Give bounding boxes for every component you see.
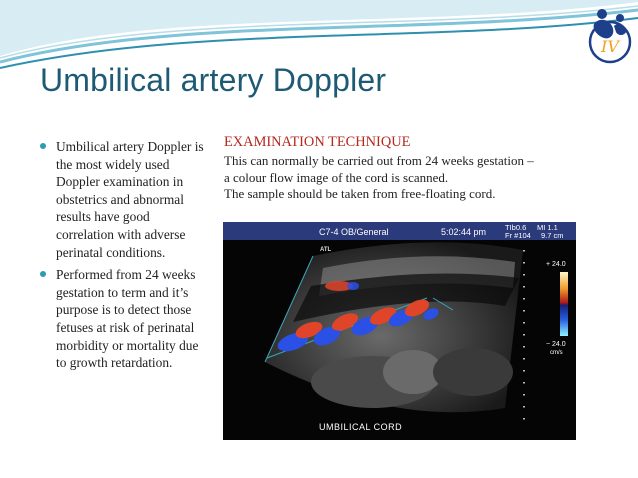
exam-line: This can normally be carried out from 24 weeks gestation –: [224, 153, 534, 168]
bullet-list: [40, 138, 210, 377]
bullet-icon: [40, 271, 46, 277]
slide-title: Umbilical artery Doppler: [40, 62, 387, 98]
ultrasound-image: [223, 222, 576, 440]
scale-top-label: + 24.0: [546, 261, 566, 268]
bullet-item: [40, 138, 210, 261]
probe-label: C7-4 OB/General: [319, 227, 389, 237]
tib-label: TIb0.6: [505, 223, 527, 232]
frame-label: Fr #104: [505, 231, 531, 240]
exam-line: The sample should be taken from free-floating cord.: [224, 186, 496, 201]
logo: [588, 6, 632, 64]
depth-label: 9.7 cm: [541, 231, 564, 240]
bullet-text: Umbilical artery Doppler is the most widely used Doppler examination in obstetrics and abnormal results have good correlation with adverse perinatal conditions.: [56, 139, 204, 260]
mi-label: MI 1.1: [537, 223, 558, 232]
color-scale-bar: [560, 272, 568, 336]
time-label: 5:02:44 pm: [441, 227, 487, 237]
bullet-text: Performed from 24 weeks gestation to term and it’s purpose is to detect those fetuses at risk of perinatal morbidity or mortality due to growth retardation.: [56, 267, 199, 371]
logo-text: IV: [601, 37, 619, 56]
brand-label: ATL: [320, 247, 332, 253]
bullet-item: [40, 266, 210, 372]
image-caption: UMBILICAL CORD: [319, 422, 403, 432]
exam-line: a colour flow image of the cord is scanned.: [224, 170, 449, 185]
exam-heading: EXAMINATION TECHNIQUE: [224, 134, 411, 150]
scale-bottom-label: − 24.0: [546, 341, 566, 348]
scale-unit-label: cm/s: [550, 350, 563, 356]
bullet-icon: [40, 143, 46, 149]
